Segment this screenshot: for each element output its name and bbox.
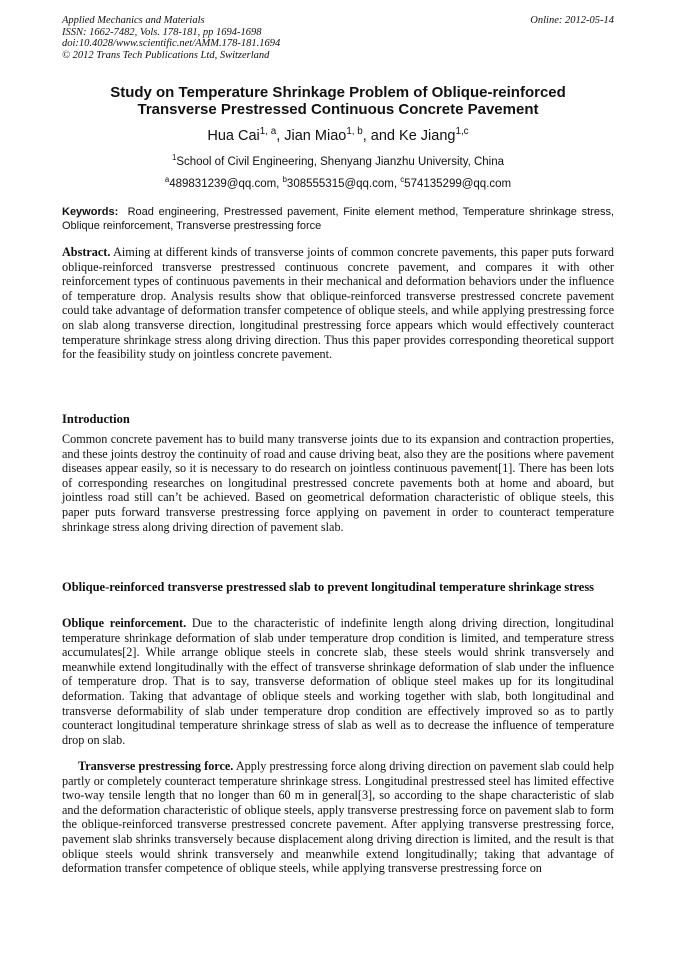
abstract-paragraph (62, 245, 614, 362)
oblique-text: Due to the characteristic of indefinite length along driving direction, longitudinal temperature shrinkage deformation of slab under temperature drop condition is limited, and temperature stress accumulates[2]. While arrange oblique steels in concrete slab, these steels would shrink transversely and meanwhile extend longitudinally with the effect of transverse shrinkage deformation of slab under the influence of temperature drop. That is to say, transverse deformation of oblique steel makes up for its longitudinal deformation. Taking that advantage of oblique steels and working together with slab, both longitudinal and transverse deformability of slab under temperature drop condition are effectively improved so as to partly counteract longitudinal temperature shrinkage stress of slab as well as to decrease the influence of temperature drop on slab. (62, 616, 614, 747)
issn-line: ISSN: 1662-7482, Vols. 178-181, pp 1694-1698 (62, 26, 262, 38)
author-name: Ke Jiang (399, 128, 456, 144)
introduction-paragraph: Common concrete pavement has to build many transverse joints due to its expansion and contraction properties, and these joints destroy the continuity of road and cause driving beat, also they are the positions where pavement diseases appear easily, so it is necessary to do research on jointless continuous pavement[1]. There has been lots of corresponding researches on longitudinal prestressed concrete pavements both at home and aboard, but jointless road still can’t be achieved. Based on geometrical deformation characteristic of oblique steels, this paper puts forward transverse prestressing force applying on pavement in order to counteract temperature shrinkage stress along driving direction of pavement slab. (62, 432, 614, 534)
affiliation (62, 155, 614, 169)
transverse-text: Apply prestressing force along driving direction on pavement slab could help partly or completely counteract temperature shrinkage stress. Longitudinal prestressed steel has limited effective two-way tensile length that no longer than 60 m in general[3], so according to the shape characteristic of slab and the deformation characteristic of oblique steels, apply transverse prestressing force on pavement slab to form the oblique-reinforced transverse prestressed concrete pavement. After applying transverse prestressing force, pavement slab shrinks transversely because displacement along driving direction is limited, and the result is that oblique steels would shrink transversely and meanwhile extend longitudinally; taking that advantage of deformation transfer competence of oblique steels, while applying transverse prestressing force on (62, 759, 614, 876)
online-date: Online: 2012-05-14 (530, 15, 614, 26)
author-sep: , (276, 128, 285, 144)
doi-line[interactable]: doi:10.4028/www.scientific.net/AMM.178-181.1694 (62, 38, 281, 49)
email-sup: c (400, 175, 405, 185)
title-line-1: Study on Temperature Shrinkage Problem of Oblique-reinforced (110, 84, 566, 101)
section-heading-oblique-slab: Oblique-reinforced transverse prestressed slab to prevent longitudinal temperature shrinkage stress (62, 580, 595, 594)
email-address[interactable]: 574135299@qq.com (404, 178, 512, 190)
author-name: Jian Miao (284, 128, 347, 144)
email-list (62, 177, 614, 191)
copyright-line: © 2012 Trans Tech Publications Ltd, Switzerland (62, 49, 270, 61)
author-sup: 1, b (346, 126, 363, 138)
author-sup: 1, a (259, 126, 277, 138)
affiliation-text: School of Civil Engineering, Shenyang Jianzhu University, China (176, 156, 505, 168)
author-sep: , and (362, 128, 400, 144)
oblique-label: Oblique reinforcement. (62, 616, 187, 630)
oblique-reinforcement-paragraph (62, 616, 614, 747)
email-sep: , (393, 178, 401, 190)
affiliation-sup: 1 (171, 153, 177, 163)
email-sup: a (164, 175, 170, 185)
abstract-text: Aiming at different kinds of transverse joints of common concrete pavements, this paper puts forward oblique-reinforced transverse prestressed continuous concrete pavement, and compares it with other reinforcement types of continuous pavements in their mechanical and deformation behaviors under the influence of temperature drop. Analysis results show that oblique-reinforced transverse prestressed concrete pavement could take advantage of deformation transfer competence of oblique steels, and while applying prestressing force on slab along transverse direction, longitudinal prestressing force appears which would effectively counteract temperature shrinkage stress along driving direction. Thus this paper provides corresponding theoretical support for the feasibility study on jointless concrete pavement. (62, 245, 614, 362)
paper-title (62, 84, 614, 118)
abstract-label: Abstract. (62, 245, 111, 259)
email-address[interactable]: 489831239@qq.com (169, 178, 277, 190)
author-sup: 1,c (455, 126, 469, 138)
keywords-block (62, 206, 614, 233)
keywords-label: Keywords: (62, 206, 119, 218)
journal-name: Applied Mechanics and Materials (62, 15, 205, 26)
keywords-text: Road engineering, Prestressed pavement, Finite element method, Temperature shrinkage stress, Oblique reinforcement, Transverse prestressing force (62, 206, 614, 232)
email-sep: , (276, 178, 283, 190)
email-address[interactable]: 308555315@qq.com (286, 178, 394, 190)
author-name: Hua Cai (207, 128, 260, 144)
transverse-prestressing-paragraph (62, 759, 614, 876)
author-list (62, 127, 614, 145)
section-heading-introduction: Introduction (62, 412, 130, 426)
journal-header (62, 15, 280, 61)
transverse-label: Transverse prestressing force. (78, 759, 234, 773)
title-line-2: Transverse Prestressed Continuous Concrete Pavement (137, 101, 539, 118)
email-sup: b (282, 175, 287, 185)
